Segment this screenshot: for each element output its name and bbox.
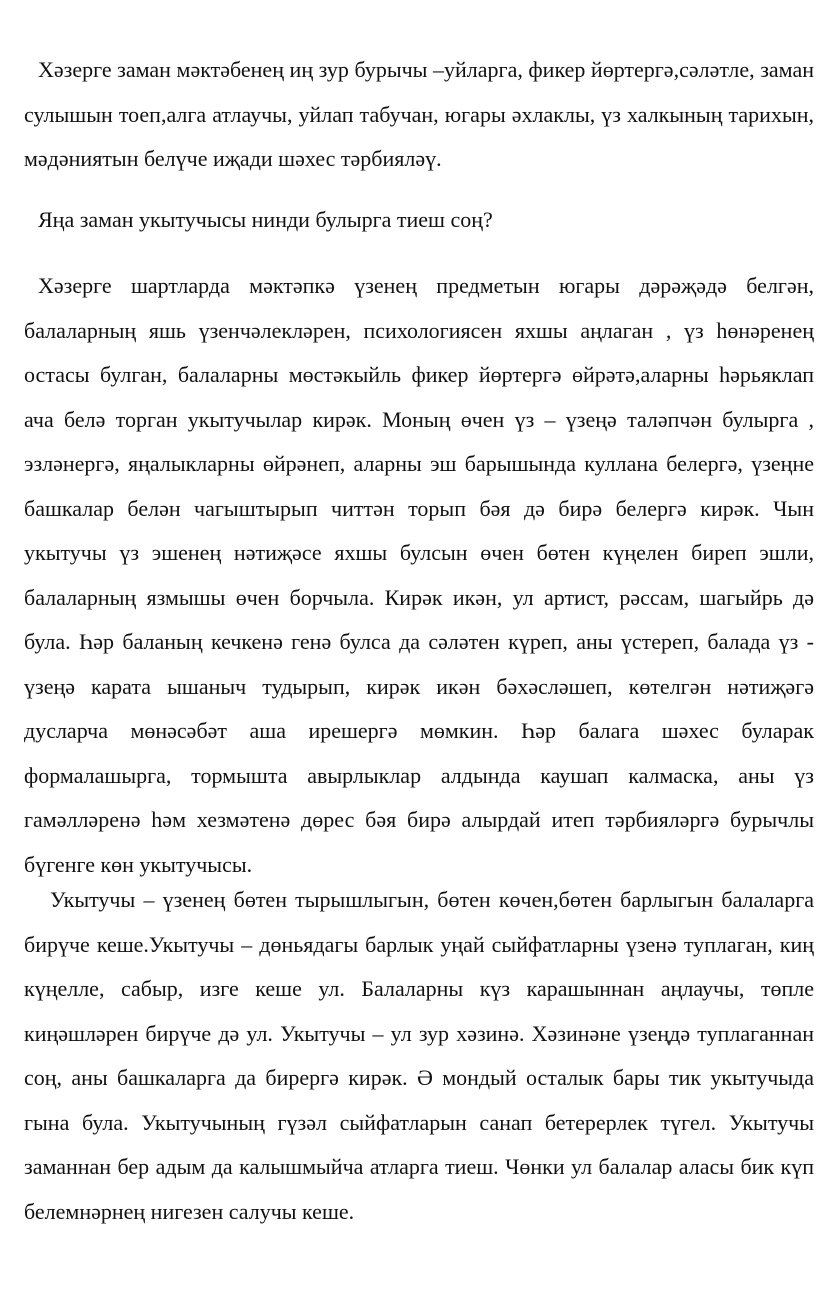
paragraph-teacher-qualities: Укытучы – үзенең бөтен тырышлыгын, бөтен көчен,бөтен барлыгын балаларга бирүче кеше.Укытучы – дөньядагы барлык уңай сыйфатларны үзенә туплаган, киң күңелле, сабыр, изге кеше ул. Балаларны күз карашыннан аңлаучы, төпле киңәшләрен бирүче дә ул. Укытучы – ул зур хәзинә. Хәзинәне үзеңдә туплаганнан соң, аны башкаларга да бирергә кирәк. Ә мондый осталык бары тик укытучыда гына була. Укытучының гүзәл сыйфатларын санап бетерерлек түгел. Укытучы заманнан бер адым да калышмыйча атларга тиеш. Чөнки ул балалар аласы бик күп белемнәрнең нигезен салучы кеше.	[24, 887, 814, 1224]
paragraph-intro: Хәзерге заман мәктәбенең иң зур бурычы –уйларга, фикер йөртергә,сәләтле, заман сулышын тоеп,алга атлаучы, уйлап табучан, югары әхлаклы, үз халкының тарихын, мәдәниятын белүче иҗади шәхес тәрбияләү.	[24, 57, 814, 171]
paragraph-requirements: Хәзерге шартларда мәктәпкә үзенең предметын югары дәрәҗәдә белгән, балаларның яшь үзенчәлекләрен, психологиясен яхшы аңлаган , үз һөнәренең остасы булган, балаларны мөстәкыйль фикер йөртергә өйрәтә,аларны һәрьяклап ача белә торган укытучылар кирәк. Моның өчен үз – үзеңә таләпчән булырга , эзләнергә, яңалыкларны өйрәнеп, аларны эш барышында куллана белергә, үзеңне башкалар белән чагыштырып читтән торып бәя дә бирә белергә кирәк. Чын укытучы үз эшенең нәтиҗәсе яхшы булсын өчен бөтен күңелен биреп эшли, балаларның язмышы өчен борчыла. Кирәк икән, ул артист, рәссам, шагыйрь дә була. Һәр баланың кечкенә генә булса да сәләтен күреп, аны үстереп, балада үз - үзеңә карата ышаныч тудырып, кирәк икән бәхәсләшеп, көтелгән нәтиҗәгә дусларча мөнәсәбәт аша ирешергә мөмкин. Һәр балага шәхес буларак формалашырга, тормышта авырлыклар алдында каушап калмаска, аны үз гамәлләренә һәм хезмәтенә дөрес бәя бирә алырдай итеп тәрбияләргә бурычлы бүгенге көн укытучысы.	[24, 273, 814, 877]
paragraph-question: Яңа заман укытучысы нинди булырга тиеш соң?	[38, 207, 493, 232]
